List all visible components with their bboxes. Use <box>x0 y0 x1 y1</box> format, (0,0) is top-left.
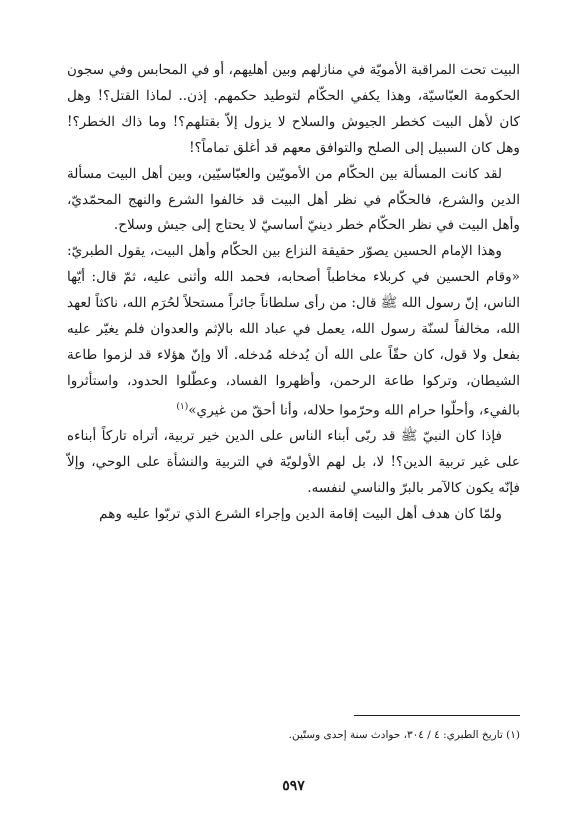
paragraph-2-text: لقد كانت المسألة بين الحكّام من الأمويّين والعبّاسيّين، وبين أهل البيت مسألة الدين والشرع، فالحكّام في نظر أهل البيت قد خالفوا الشرع والنهج المحمّديّ، وأهل البيت في نظر الحكّام خطر دينيّ أساسيّ لا يحتاج إلى جيش وسلاح. <box>67 165 520 234</box>
page-number: ٥٩٧ <box>282 778 305 794</box>
paragraph-4 <box>67 424 520 502</box>
footnote: (١) تاريخ الطبري: ٤ / ٣٠٤، حوادث سنة إحدى وستّين. <box>288 729 520 741</box>
page-body <box>67 58 520 528</box>
quote-text: وهذا الإمام الحسين يصوّر حقيقة النزاع بين الحكّام وأهل البيت، يقول الطبريّ: «وقام الحسين في كربلاء مخاطباً أصحابه، فحمد الله وأثنى عليه، ثمّ قال: أيّها الناس، إنّ رسول الله ﷺ قال: من رأى سلطاناً جائراً مستحلاً لحُرَم الله، ناكثاً لعهد الله، مخالفاً لسنّة رسول الله، يعمل في عباد الله بالإثم والعدوان فلم يغيّر عليه بفعل ولا قول، كان حقّاً على الله أن يُدخله مُدخله. ألا وإنّ هؤلاء قد لزموا طاعة الشيطان، وتركوا طاعة الرحمن، وأظهروا الفساد، وعطّلوا الحدود، واستأثروا بالفيء، وأحلّوا حرام الله وحرّموا حلاله، وأنا أحقّ من غيري» <box>67 243 520 419</box>
paragraph-5-text: ولمّا كان هدف أهل البيت إقامة الدين وإجراء الشرع الذي تربّوا عليه وهم <box>99 505 502 522</box>
paragraph-3 <box>67 239 520 424</box>
paragraph-4-text: فإذا كان النبيّ ﷺ قد ربّى أبناء الناس على الدين خير تربية، أتراه تاركاً أبناءه على غير تربية الدين؟! لا، بل لهم الأولويّة في التربية والنشأة على الوحي، وإلاّ فإنّه يكون كالآمر بالبرّ والناسي لنفسه. <box>67 428 520 497</box>
paragraph-1 <box>67 58 520 162</box>
paragraph-3-text <box>67 239 520 424</box>
footnote-marker[interactable]: (١) <box>176 401 189 412</box>
paragraph-5 <box>67 502 520 528</box>
paragraph-1-text: البيت تحت المراقبة الأمويّة في منازلهم وبين أهليهم، أو في المحابس وفي سجون الحكومة العبّاسيّة، وهذا يكفي الحكّام لتوطيد حكمهم. إذن.. لماذا القتل؟! وهل كان لأهل البيت كخطر الجيوش والسلاح لا يزول إلاّ بقتلهم؟! وما ذاك الخطر؟! وهل كان السبيل إلى الصلح والتوافق معهم قد أغلق تماماً؟! <box>67 62 520 156</box>
footnote-divider <box>354 715 520 716</box>
paragraph-2 <box>67 162 520 240</box>
